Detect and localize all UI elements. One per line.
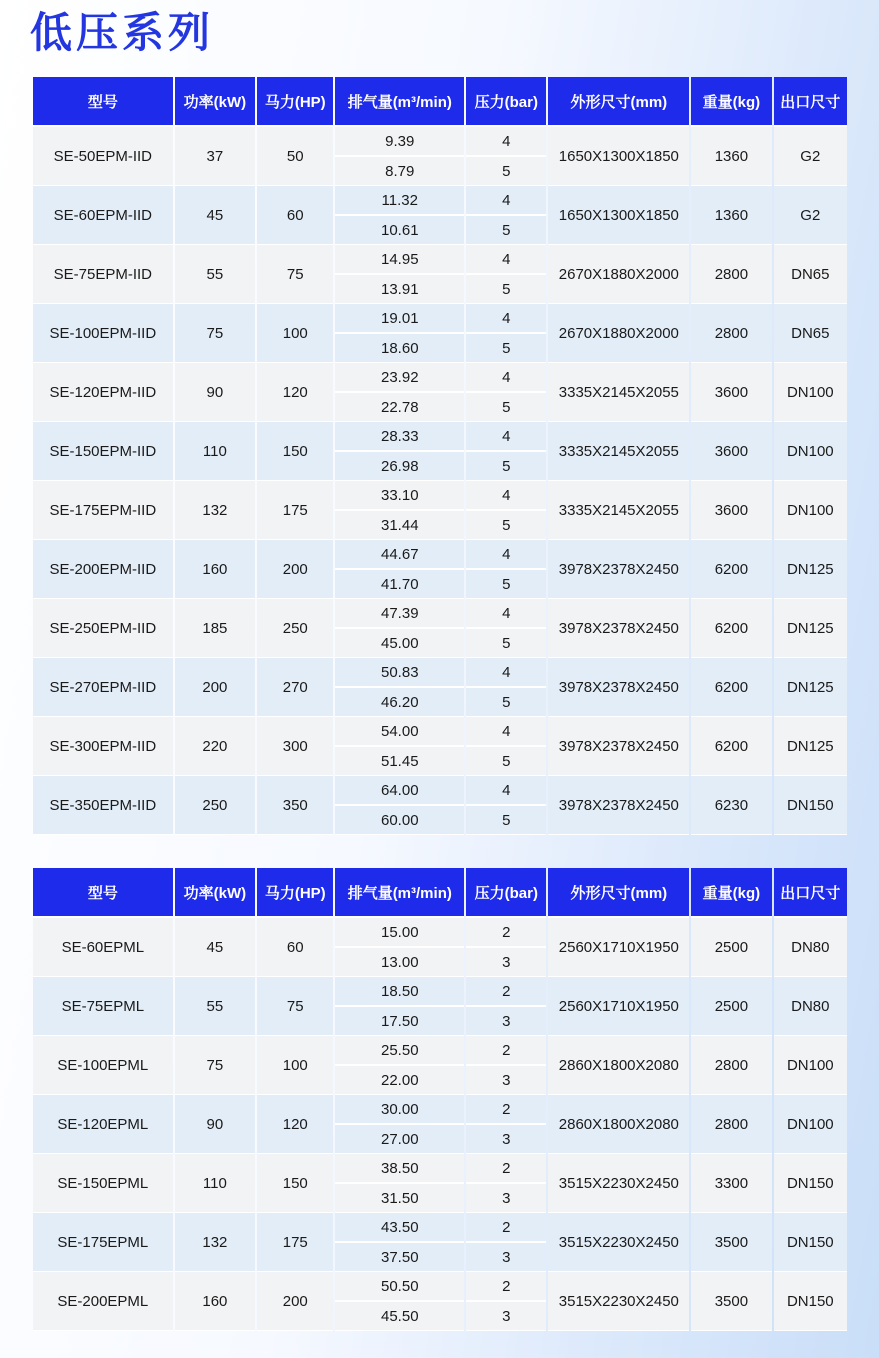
weight-cell: 2800 [691, 1036, 771, 1095]
dimensions-cell: 1650X1300X1850 [548, 186, 689, 245]
air-flow-cell: 31.50 [335, 1183, 464, 1213]
table-row [33, 1272, 847, 1301]
horsepower-cell: 175 [257, 481, 333, 540]
pressure-cell: 5 [466, 805, 546, 835]
weight-cell: 1360 [691, 127, 771, 186]
pressure-cell: 5 [466, 274, 546, 304]
model-cell: SE-50EPM-IID [33, 127, 173, 186]
horsepower-cell: 100 [257, 304, 333, 363]
air-flow-cell: 30.00 [335, 1095, 464, 1124]
dimensions-cell: 2560X1710X1950 [548, 918, 689, 977]
horsepower-cell: 300 [257, 717, 333, 776]
air-flow-cell: 22.00 [335, 1065, 464, 1095]
header-air-flow: 排气量(m³/min) [335, 868, 464, 918]
outlet-size-cell: G2 [774, 186, 847, 245]
table-row [33, 481, 847, 510]
model-cell: SE-75EPML [33, 977, 173, 1036]
model-cell: SE-75EPM-IID [33, 245, 173, 304]
power-cell: 132 [175, 481, 255, 540]
weight-cell: 2500 [691, 977, 771, 1036]
header-horsepower: 马力(HP) [257, 77, 333, 127]
power-cell: 110 [175, 1154, 255, 1213]
air-flow-cell: 26.98 [335, 451, 464, 481]
air-flow-cell: 47.39 [335, 599, 464, 628]
header-air-flow: 排气量(m³/min) [335, 77, 464, 127]
pressure-cell: 5 [466, 451, 546, 481]
power-cell: 45 [175, 186, 255, 245]
pressure-cell: 2 [466, 1036, 546, 1065]
dimensions-cell: 2560X1710X1950 [548, 977, 689, 1036]
horsepower-cell: 120 [257, 1095, 333, 1154]
weight-cell: 2800 [691, 1095, 771, 1154]
table-row [33, 422, 847, 451]
outlet-size-cell: DN100 [774, 481, 847, 540]
weight-cell: 3600 [691, 422, 771, 481]
model-cell: SE-150EPML [33, 1154, 173, 1213]
power-cell: 132 [175, 1213, 255, 1272]
outlet-size-cell: DN100 [774, 1036, 847, 1095]
power-cell: 220 [175, 717, 255, 776]
air-flow-cell: 27.00 [335, 1124, 464, 1154]
air-flow-cell: 45.50 [335, 1301, 464, 1331]
model-cell: SE-120EPML [33, 1095, 173, 1154]
horsepower-cell: 120 [257, 363, 333, 422]
model-cell: SE-100EPM-IID [33, 304, 173, 363]
model-cell: SE-150EPM-IID [33, 422, 173, 481]
table-row [33, 363, 847, 392]
air-flow-cell: 31.44 [335, 510, 464, 540]
power-cell: 75 [175, 1036, 255, 1095]
header-outlet-size: 出口尺寸 [774, 77, 847, 127]
pressure-cell: 2 [466, 918, 546, 947]
pressure-cell: 2 [466, 1154, 546, 1183]
weight-cell: 2800 [691, 304, 771, 363]
weight-cell: 3500 [691, 1213, 771, 1272]
header-pressure: 压力(bar) [466, 868, 546, 918]
table-row [33, 717, 847, 746]
model-cell: SE-300EPM-IID [33, 717, 173, 776]
pressure-cell: 4 [466, 599, 546, 628]
air-flow-cell: 8.79 [335, 156, 464, 186]
pressure-cell: 5 [466, 628, 546, 658]
pressure-cell: 4 [466, 776, 546, 805]
header-weight: 重量(kg) [691, 868, 771, 918]
dimensions-cell: 1650X1300X1850 [548, 127, 689, 186]
pressure-cell: 4 [466, 245, 546, 274]
table-row [33, 658, 847, 687]
outlet-size-cell: DN80 [774, 977, 847, 1036]
table-row [33, 918, 847, 947]
air-flow-cell: 60.00 [335, 805, 464, 835]
header-horsepower: 马力(HP) [257, 868, 333, 918]
air-flow-cell: 17.50 [335, 1006, 464, 1036]
dimensions-cell: 3335X2145X2055 [548, 363, 689, 422]
dimensions-cell: 3978X2378X2450 [548, 776, 689, 835]
air-flow-cell: 9.39 [335, 127, 464, 156]
outlet-size-cell: DN65 [774, 304, 847, 363]
air-flow-cell: 23.92 [335, 363, 464, 392]
weight-cell: 6200 [691, 658, 771, 717]
header-model: 型号 [33, 77, 173, 127]
air-flow-cell: 50.83 [335, 658, 464, 687]
pressure-cell: 5 [466, 687, 546, 717]
air-flow-cell: 44.67 [335, 540, 464, 569]
model-cell: SE-175EPML [33, 1213, 173, 1272]
header-dimensions: 外形尺寸(mm) [548, 868, 689, 918]
model-cell: SE-120EPM-IID [33, 363, 173, 422]
horsepower-cell: 100 [257, 1036, 333, 1095]
dimensions-cell: 2860X1800X2080 [548, 1095, 689, 1154]
dimensions-cell: 3515X2230X2450 [548, 1272, 689, 1331]
outlet-size-cell: DN100 [774, 363, 847, 422]
outlet-size-cell: DN150 [774, 1272, 847, 1331]
power-cell: 45 [175, 918, 255, 977]
model-cell: SE-100EPML [33, 1036, 173, 1095]
header-model: 型号 [33, 868, 173, 918]
air-flow-cell: 14.95 [335, 245, 464, 274]
power-cell: 110 [175, 422, 255, 481]
dimensions-cell: 3335X2145X2055 [548, 422, 689, 481]
outlet-size-cell: DN125 [774, 658, 847, 717]
model-cell: SE-60EPM-IID [33, 186, 173, 245]
pressure-cell: 2 [466, 977, 546, 1006]
pressure-cell: 4 [466, 363, 546, 392]
horsepower-cell: 150 [257, 422, 333, 481]
outlet-size-cell: DN125 [774, 717, 847, 776]
weight-cell: 6200 [691, 599, 771, 658]
weight-cell: 3600 [691, 363, 771, 422]
outlet-size-cell: DN150 [774, 1154, 847, 1213]
table-row [33, 1095, 847, 1124]
air-flow-cell: 37.50 [335, 1242, 464, 1272]
pressure-cell: 4 [466, 481, 546, 510]
outlet-size-cell: DN100 [774, 422, 847, 481]
pressure-cell: 4 [466, 304, 546, 333]
air-flow-cell: 43.50 [335, 1213, 464, 1242]
air-flow-cell: 25.50 [335, 1036, 464, 1065]
model-cell: SE-200EPM-IID [33, 540, 173, 599]
pressure-cell: 3 [466, 1242, 546, 1272]
pressure-cell: 4 [466, 540, 546, 569]
air-flow-cell: 38.50 [335, 1154, 464, 1183]
horsepower-cell: 175 [257, 1213, 333, 1272]
pressure-cell: 4 [466, 658, 546, 687]
power-cell: 160 [175, 1272, 255, 1331]
pressure-cell: 5 [466, 510, 546, 540]
air-flow-cell: 50.50 [335, 1272, 464, 1301]
power-cell: 90 [175, 1095, 255, 1154]
horsepower-cell: 200 [257, 1272, 333, 1331]
weight-cell: 6200 [691, 540, 771, 599]
model-cell: SE-60EPML [33, 918, 173, 977]
pressure-cell: 3 [466, 1124, 546, 1154]
header-power-kw: 功率(kW) [175, 77, 255, 127]
weight-cell: 3500 [691, 1272, 771, 1331]
power-cell: 250 [175, 776, 255, 835]
pressure-cell: 5 [466, 392, 546, 422]
outlet-size-cell: DN100 [774, 1095, 847, 1154]
header-power-kw: 功率(kW) [175, 868, 255, 918]
outlet-size-cell: DN125 [774, 540, 847, 599]
table-header-row [33, 868, 847, 918]
air-flow-cell: 18.60 [335, 333, 464, 363]
air-flow-cell: 15.00 [335, 918, 464, 947]
table-row [33, 1213, 847, 1242]
pressure-cell: 4 [466, 127, 546, 156]
pressure-cell: 5 [466, 156, 546, 186]
dimensions-cell: 2670X1880X2000 [548, 245, 689, 304]
pressure-cell: 4 [466, 186, 546, 215]
horsepower-cell: 350 [257, 776, 333, 835]
pressure-cell: 4 [466, 422, 546, 451]
air-flow-cell: 13.91 [335, 274, 464, 304]
header-pressure: 压力(bar) [466, 77, 546, 127]
pressure-cell: 3 [466, 1065, 546, 1095]
power-cell: 90 [175, 363, 255, 422]
horsepower-cell: 150 [257, 1154, 333, 1213]
spec-table-epm-iid [31, 77, 849, 835]
air-flow-cell: 19.01 [335, 304, 464, 333]
dimensions-cell: 3335X2145X2055 [548, 481, 689, 540]
air-flow-cell: 18.50 [335, 977, 464, 1006]
power-cell: 185 [175, 599, 255, 658]
dimensions-cell: 2860X1800X2080 [548, 1036, 689, 1095]
power-cell: 200 [175, 658, 255, 717]
table-row [33, 186, 847, 215]
pressure-cell: 4 [466, 717, 546, 746]
dimensions-cell: 3515X2230X2450 [548, 1213, 689, 1272]
dimensions-cell: 3978X2378X2450 [548, 658, 689, 717]
dimensions-cell: 2670X1880X2000 [548, 304, 689, 363]
table-header-row [33, 77, 847, 127]
weight-cell: 3300 [691, 1154, 771, 1213]
model-cell: SE-200EPML [33, 1272, 173, 1331]
air-flow-cell: 64.00 [335, 776, 464, 805]
dimensions-cell: 3978X2378X2450 [548, 717, 689, 776]
weight-cell: 3600 [691, 481, 771, 540]
pressure-cell: 3 [466, 1006, 546, 1036]
air-flow-cell: 22.78 [335, 392, 464, 422]
horsepower-cell: 50 [257, 127, 333, 186]
page-title: 低压系列 [30, 8, 215, 57]
pressure-cell: 3 [466, 947, 546, 977]
air-flow-cell: 54.00 [335, 717, 464, 746]
air-flow-cell: 28.33 [335, 422, 464, 451]
model-cell: SE-350EPM-IID [33, 776, 173, 835]
weight-cell: 6200 [691, 717, 771, 776]
outlet-size-cell: DN150 [774, 776, 847, 835]
pressure-cell: 5 [466, 333, 546, 363]
air-flow-cell: 41.70 [335, 569, 464, 599]
pressure-cell: 3 [466, 1183, 546, 1213]
weight-cell: 2800 [691, 245, 771, 304]
power-cell: 37 [175, 127, 255, 186]
pressure-cell: 5 [466, 215, 546, 245]
outlet-size-cell: DN150 [774, 1213, 847, 1272]
air-flow-cell: 45.00 [335, 628, 464, 658]
air-flow-cell: 13.00 [335, 947, 464, 977]
pressure-cell: 5 [466, 746, 546, 776]
air-flow-cell: 46.20 [335, 687, 464, 717]
dimensions-cell: 3978X2378X2450 [548, 599, 689, 658]
pressure-cell: 2 [466, 1213, 546, 1242]
power-cell: 160 [175, 540, 255, 599]
pressure-cell: 3 [466, 1301, 546, 1331]
weight-cell: 1360 [691, 186, 771, 245]
power-cell: 75 [175, 304, 255, 363]
horsepower-cell: 250 [257, 599, 333, 658]
power-cell: 55 [175, 977, 255, 1036]
air-flow-cell: 11.32 [335, 186, 464, 215]
air-flow-cell: 33.10 [335, 481, 464, 510]
model-cell: SE-270EPM-IID [33, 658, 173, 717]
table-row [33, 776, 847, 805]
dimensions-cell: 3978X2378X2450 [548, 540, 689, 599]
model-cell: SE-175EPM-IID [33, 481, 173, 540]
table-row [33, 1036, 847, 1065]
pressure-cell: 5 [466, 569, 546, 599]
table-row [33, 1154, 847, 1183]
outlet-size-cell: DN65 [774, 245, 847, 304]
air-flow-cell: 10.61 [335, 215, 464, 245]
power-cell: 55 [175, 245, 255, 304]
air-flow-cell: 51.45 [335, 746, 464, 776]
horsepower-cell: 60 [257, 186, 333, 245]
horsepower-cell: 270 [257, 658, 333, 717]
weight-cell: 2500 [691, 918, 771, 977]
model-cell: SE-250EPM-IID [33, 599, 173, 658]
table-row [33, 127, 847, 156]
table-row [33, 304, 847, 333]
outlet-size-cell: DN125 [774, 599, 847, 658]
horsepower-cell: 200 [257, 540, 333, 599]
horsepower-cell: 60 [257, 918, 333, 977]
pressure-cell: 2 [466, 1272, 546, 1301]
horsepower-cell: 75 [257, 245, 333, 304]
spec-table-epml [31, 868, 849, 1331]
table-row [33, 599, 847, 628]
header-outlet-size: 出口尺寸 [774, 868, 847, 918]
outlet-size-cell: G2 [774, 127, 847, 186]
header-dimensions: 外形尺寸(mm) [548, 77, 689, 127]
table-row [33, 977, 847, 1006]
pressure-cell: 2 [466, 1095, 546, 1124]
header-weight: 重量(kg) [691, 77, 771, 127]
dimensions-cell: 3515X2230X2450 [548, 1154, 689, 1213]
weight-cell: 6230 [691, 776, 771, 835]
table-row [33, 540, 847, 569]
table-row [33, 245, 847, 274]
outlet-size-cell: DN80 [774, 918, 847, 977]
horsepower-cell: 75 [257, 977, 333, 1036]
